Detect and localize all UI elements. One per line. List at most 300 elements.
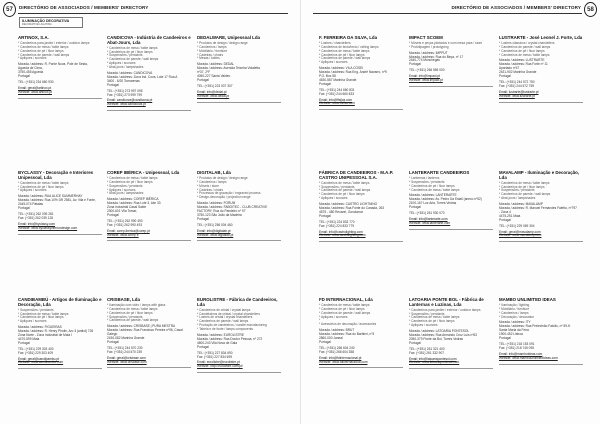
address-block: [18, 326, 102, 346]
entry-divider: [18, 98, 102, 99]
category-item: * Candeeiros de parede / wall lamps: [18, 54, 102, 58]
category-item: * Candeeiros de mesa / table lamps: [18, 182, 102, 186]
phone-line: TEL: (+351) 262 990 493: [107, 218, 143, 223]
phone-block: [197, 224, 281, 228]
address-line: Morada / address: Rua Francisco Pereira nº96, Casal Galego: [107, 328, 183, 337]
running-head: DIRECTÓRIO DE ASSOCIADOS / MEMBERS' DIRECTORY: [19, 5, 149, 10]
directory-entry: [197, 298, 281, 373]
phone-line: TEL: (+351) 244 660 831: [319, 87, 355, 92]
category-item: * Abat-jours / lampshades: [107, 66, 191, 70]
contact-links: [499, 353, 583, 361]
entry-divider: [107, 367, 191, 368]
company-name: CANDICOVA - Indústria de Candeeiros e Abat-Jours, Lda: [107, 35, 191, 45]
category-item: * Produção de candeeiros / candle manufacturing: [197, 324, 281, 328]
address-line: Portugal: [107, 339, 119, 344]
category-item: * Suspensões / pendants: [107, 316, 191, 320]
directory-entry: [499, 36, 583, 102]
contact-link[interactable]: Email: lustrarte@lustrarte.pt: [499, 89, 539, 94]
address-line: P.O. Box 58: [319, 74, 336, 79]
category-item: * Abat-jours / lampshades: [499, 197, 583, 201]
category-list: [499, 42, 583, 58]
category-item: * Lanternas / lanterns: [409, 177, 493, 181]
category-item: * Lustres / chandeliers: [319, 42, 403, 46]
address-line: 3750-455 Agueda: [18, 70, 44, 75]
category-item: * Candeeiros de mesa / table lamps: [18, 313, 102, 317]
entry-divider: [499, 364, 583, 365]
contact-link[interactable]: Email: info@ffsilva.com: [319, 97, 353, 102]
phone-block: [107, 347, 191, 355]
category-item: * Candeeiros de mesa / table lamps: [499, 182, 583, 186]
category-item: * Candeeiros de pé / floor lamps: [107, 51, 191, 55]
category-list: [18, 182, 102, 194]
address-line: Morada / address: Av. Pedro Da Estall (anexo nº52): [409, 197, 482, 202]
entry-divider: [197, 372, 281, 373]
contact-link[interactable]: Email: info@mamboideas.com: [499, 351, 543, 356]
address-line: Portugal: [499, 336, 511, 341]
contact-link[interactable]: Website: www.dedal.pt: [197, 93, 230, 98]
address-line: Morada / address: Rua Lote 3, lote 33: [107, 201, 161, 206]
phone-line: TEL: (+351) 229 303 400: [18, 346, 54, 351]
directory-entry: [107, 171, 191, 241]
contact-links: [107, 357, 191, 365]
address-line: 2430-082 Marinha Grande: [107, 336, 145, 341]
category-item: * Produtos de design / design range: [197, 42, 281, 46]
contact-link[interactable]: Email: info@dedal.pt: [197, 89, 227, 94]
address-block: [197, 63, 281, 83]
address-line: 2100-167 Luz Aria, Torres Vedras: [409, 201, 457, 206]
company-name: MAVALAMP - Iluminação e Decoração, Lda: [499, 170, 580, 180]
category-item: * Apliques / sconces: [18, 57, 102, 61]
category-list: [197, 177, 281, 200]
category-list: [107, 304, 191, 324]
address-block: [409, 52, 493, 68]
running-head: DIRECTÓRIO DE ASSOCIADOS / MEMBERS' DIRECTORY: [451, 5, 581, 10]
category-item: * Candeeiros para jardim / exterior / outdoor lamps: [409, 309, 493, 313]
category-item: * Candeeiros de pé / floor lamps: [319, 193, 403, 197]
category-item: * Cadeiras / chairs: [197, 189, 281, 193]
contact-link[interactable]: Email: info@lanterarte.com: [409, 216, 448, 221]
address-block: [499, 321, 583, 341]
category-item: * Mobiliário / furniture: [499, 308, 583, 312]
address-line: 1900-452 Lisboa: [499, 332, 523, 337]
contact-link[interactable]: Email: info@byclassy.com: [18, 221, 56, 226]
address-line: Portugal: [409, 340, 421, 345]
category-item: * Móveis / store: [197, 185, 281, 189]
contact-link[interactable]: Email: eurolistre@eurolistre.pt: [197, 360, 240, 365]
address-line: Portugal: [319, 81, 331, 86]
address-line: Portugal: [107, 82, 119, 87]
category-item: * Candeeiros de mesa / table lamps: [319, 182, 403, 186]
address-line: 3750-123 São João da Madeira: [197, 212, 242, 217]
category-item: * Candeeiros de pé / floor lamps: [107, 312, 191, 316]
address-block: [107, 72, 191, 88]
entry-divider: [319, 367, 403, 368]
phone-line: TEL: (+351) 261 321 400: [409, 346, 445, 351]
address-line: Morada / address: Rua Prelecinão Falcão, nº 59-H: [499, 324, 571, 329]
address-line: 4475-251 Maia: [499, 213, 521, 218]
category-item: * Candeeiros de pé / floor lamps: [409, 320, 493, 324]
phone-line: Fax: (+351) 244 572 759: [499, 83, 534, 88]
page-number: 57: [3, 2, 16, 17]
category-item: * Candeeiros de mesa / table lamps: [409, 316, 493, 320]
address-line: 4600-243 Vila Nova de Gaia: [197, 340, 237, 345]
directory-entry: [319, 298, 403, 368]
address-block: [319, 67, 403, 87]
phone-block: [18, 213, 102, 221]
address-block: [499, 59, 583, 79]
category-item: * Candeeiros de pé / floor lamps: [107, 181, 191, 185]
directory-entry: [499, 171, 583, 242]
address-line: Morada / address: R. Ponte Nova, Pole de Sesta,: [18, 62, 88, 67]
address-line: 4630-587 Marinha Grande: [319, 77, 357, 82]
address-block: [18, 63, 102, 79]
address-line: Morada / address: FORUM: [197, 201, 236, 206]
category-item: * Suspensões / pendants: [107, 54, 191, 58]
phone-line: Fax: (+351) 218 745 095: [499, 345, 534, 350]
header-rule: [18, 13, 288, 14]
company-name: COREP IBÉRICA - Unipessoal, Lda: [107, 170, 180, 175]
header-rule: [313, 13, 582, 14]
contact-link[interactable]: Website: www.mambounlimitedideas.com: [499, 355, 558, 360]
category-item: * Lustres clássicos / crystal chandeliers: [499, 42, 583, 46]
entry-divider: [319, 109, 403, 110]
contact-link[interactable]: Email: geral@candibambu.pt: [18, 356, 59, 361]
contact-links: [107, 99, 191, 107]
contact-link[interactable]: Email: info@impact.pt: [409, 74, 441, 79]
entry-divider: [107, 240, 191, 241]
phone-line: TEL: (+351) 256 004 460: [197, 222, 233, 227]
address-line: Zona Norte - Zona Industrial de Maia I: [18, 333, 72, 338]
directory-entry: [107, 36, 191, 111]
category-list: [319, 182, 403, 202]
address-line: Morada / address: Rua Doutor Pessoa, nº 272: [197, 336, 263, 341]
address-line: Morada / address: RUA ALICE SUMMERHAY: [18, 194, 83, 199]
address-block: [319, 203, 403, 219]
category-item: * Candeeiros de mesa / table lamps: [319, 50, 403, 54]
category-item: * Apliques / sconces: [319, 316, 403, 320]
phone-block: [409, 69, 493, 73]
address-line: Apartado nº47: [499, 66, 520, 71]
category-item: * Abat-jours / lampshades: [107, 192, 191, 196]
address-line: 3400 - 6/20 Tomarenas: [107, 78, 140, 83]
category-list: [197, 42, 281, 62]
category-item: * Mesas / tables: [197, 57, 281, 61]
contact-link[interactable]: Website: www.crisbase.com: [107, 359, 147, 364]
category-item: * Candeeiros de parede / wall lamps: [319, 312, 403, 316]
company-name: F. FERREIRA DA SILVA, Lda: [319, 35, 378, 40]
address-line: Morada / address: Rua Fonte do Canadá, 263: [319, 206, 385, 211]
contact-link[interactable]: Website: www.latoariapontesol.com: [409, 360, 460, 365]
phone-line: Fax: (+351) 224 833 779: [319, 223, 354, 228]
company-name: FD INTERNACIONAL, Lda: [319, 297, 373, 302]
category-item: * Mobiliário / furniture: [197, 50, 281, 54]
phone-line: TEL: (+351) 266 604 240: [319, 345, 355, 350]
address-line: Portugal: [107, 212, 119, 217]
category-item: * Candeeiros / lamps: [197, 46, 281, 50]
address-line: Morada / address: CANDICOVA: [107, 71, 153, 76]
contact-link[interactable]: Website: www.artinox.pt: [18, 89, 52, 94]
category-item: * Apliques / sconces: [107, 62, 191, 66]
phone-line: TEL: (+351) 266 555 000: [409, 68, 445, 73]
address-block: [409, 330, 493, 346]
address-line: Agueda de Cima,: [18, 66, 43, 71]
contact-link[interactable]: Website: http://eurolistre.com/pt/: [197, 364, 243, 369]
address-line: Portugal: [18, 74, 30, 79]
address-line: Portugal: [197, 77, 209, 82]
category-item: * Suspensões / pendants: [409, 313, 493, 317]
address-line: Portugal: [197, 344, 209, 349]
category-item: * Candeeiros / lamps: [197, 181, 281, 185]
contact-link[interactable]: Website: www.digitalab.pt: [197, 232, 234, 237]
category-item: * Design-decoração / projection range: [197, 196, 281, 200]
phone-line: TEL: (+351) 261 930 070: [409, 211, 445, 216]
phone-line: Fax: (+351) 266 604 358: [319, 349, 354, 354]
phone-block: [18, 348, 102, 356]
category-item: * Protótipagem / prototyping: [409, 46, 493, 50]
phone-block: [18, 81, 102, 85]
contact-link[interactable]: Website: www.candicova.pt: [107, 102, 146, 107]
address-line: Morada / address: CASTRO LIGHTNING: [319, 202, 378, 207]
contact-link[interactable]: Email: geral@crisbase.com: [107, 355, 146, 360]
address-line: FACTORY, Rua do Pandeiro nº 97: [197, 209, 246, 214]
address-line: Morada / address: R. Manuel Fernandes Faletto, nº797: [499, 206, 577, 211]
directory-entry: [197, 171, 281, 241]
contact-link[interactable]: Website: www.lanterarte.com: [409, 220, 451, 225]
contact-link[interactable]: Email: geral@artinox.pt: [18, 85, 52, 90]
phone-line: Fax: (+351) 244 660 833: [319, 91, 354, 96]
company-name: CANDIBAMBÚ - Artigos de Iluminação e Decoração, Lda: [18, 297, 102, 307]
category-item: * Candeeiros de pé / floor lamps: [18, 316, 102, 320]
category-item: * Tabela e de fonte / lamps components: [197, 328, 281, 332]
category-item: * Candeeiros de tecto/tecto / ceiling lamps: [319, 46, 403, 50]
contact-links: [197, 361, 281, 369]
phone-block: [319, 221, 403, 229]
company-name: CRISBASE, Lda: [107, 297, 140, 302]
category-item: * Candeeiros de parede / wall lamps: [107, 319, 191, 323]
category-item: * Iluminação / lighting: [499, 304, 583, 308]
contact-links: [499, 91, 583, 99]
category-item: * Candeeiros de parede / wall lamps: [499, 193, 583, 197]
contact-link[interactable]: Website: www.castrolighting.com: [319, 233, 366, 238]
category-item: * Apliques / sconces: [409, 324, 493, 328]
directory-entry: [18, 171, 102, 234]
page-number: 58: [584, 2, 597, 17]
contact-link[interactable]: Website: www.candibambu.com: [18, 360, 64, 365]
directory-entry: [18, 298, 102, 369]
directory-entry: [409, 298, 493, 369]
phone-block: [409, 212, 493, 216]
category-item: * Candeeiros de pé / floor lamps: [319, 54, 403, 58]
company-name: IMPACT SCOEM: [409, 35, 443, 40]
category-item: * Candeeiros de pé / floor lamps: [18, 50, 102, 54]
address-line: Portugal: [197, 216, 209, 221]
address-line: Portugal: [499, 74, 511, 79]
address-line: Morada / address: DEDAL: [197, 62, 235, 67]
directory-entry: [319, 36, 403, 110]
contact-links: [107, 230, 191, 238]
contact-link[interactable]: Email: candicova@candicova.pt: [107, 98, 153, 103]
phone-line: Fax: (+351) 244 570 239: [107, 349, 142, 354]
address-line: 4050-227 Santa Valdeo: [197, 74, 231, 79]
category-item: * Apliques / sconces: [107, 189, 191, 193]
phone-line: TEL: (+351) 244 570 230: [107, 345, 143, 350]
address-line: Morada / address: Rua 10% DR 2581, Av. Vila e Fonte,: [18, 198, 96, 203]
contact-link[interactable]: Website: www.fdinternacional.com: [319, 359, 368, 364]
address-line: Morada / address: MAVALAMP: [499, 202, 543, 207]
phone-line: Fax: (+351) 262 990 493: [107, 222, 142, 227]
contact-link[interactable]: Website: www.ffsilva.com: [319, 101, 355, 106]
address-line: Portugal: [18, 340, 30, 345]
address-line: Morada / address: Rua do Beça, nº 17: [409, 54, 464, 59]
category-item: * Candeeiros de parede / wall lamps: [107, 58, 191, 62]
category-item: * Candeeiros de mesa / table lamps: [107, 177, 191, 181]
address-line: Morada / address: EUROLISTRE: [197, 333, 244, 338]
phone-line: TEL: (+351) 227 834 690: [197, 350, 233, 355]
right-page: [300, 0, 600, 424]
contact-links: [319, 357, 403, 365]
contact-link[interactable]: Email: info@digitalab.pt: [197, 228, 231, 233]
entry-divider: [18, 234, 102, 235]
entry-divider: [499, 102, 583, 103]
company-name: DEDALWARE, Unipessoal Lda: [197, 35, 260, 40]
company-name: LUSTRARTE - José Leonel J. Forte, Lda: [499, 35, 583, 40]
company-name: ARTINOX, S.A.: [18, 35, 49, 40]
contact-link[interactable]: Website: www.impact.pt: [409, 78, 443, 83]
phone-line: Fax: (+351) 229 303 409: [18, 350, 53, 355]
phone-line: Fax: (+351) 261 332 907: [409, 350, 444, 355]
entry-divider: [409, 368, 493, 369]
contact-links: [18, 358, 102, 366]
phone-block: [499, 343, 583, 351]
address-line: Morada / address: COREP IBÉRICA: [107, 197, 159, 202]
contact-link[interactable]: Website: www.lustrarte.pt: [499, 93, 535, 98]
address-line: Portugal: [319, 213, 331, 218]
address-line: 2431-902 Marinha Grande: [499, 70, 537, 75]
contact-link[interactable]: Email: corep.iberica@corep.pt: [107, 228, 150, 233]
address-line: Morada / address: Zona Ind. Cova, Lote 17 Rua A: [107, 74, 178, 79]
entry-divider: [197, 102, 281, 103]
phone-block: [409, 348, 493, 356]
address-line: Morada / address: VILA COSEI: [319, 66, 364, 71]
address-line: Portugal: [409, 62, 421, 67]
address-line: 4575 - 480 Recarei, Gondomar: [319, 209, 363, 214]
contact-link[interactable]: Website: www.byclassyinteriordesign.com: [18, 225, 78, 230]
contact-links: [319, 99, 403, 107]
category-item: * Candeeiros de pé / floor lamps: [409, 185, 493, 189]
phone-line: Fax: (+351) 262 039 128: [18, 215, 53, 220]
address-block: [409, 194, 493, 210]
entry-divider: [409, 229, 493, 230]
address-line: Portugal: [319, 339, 331, 344]
directory-entry: [107, 298, 191, 368]
address-block: [107, 325, 191, 345]
category-item: * Candeeiros de mesa / table lamps: [409, 189, 493, 193]
contact-link[interactable]: Website: www.mavalamp.com: [499, 233, 542, 238]
phone-line: TEL: (+351) 229 069 304: [499, 223, 535, 228]
category-item: * Candeeiros de parede / wall lamps: [197, 320, 281, 324]
address-line: Morada / address: FIGUEIRAS: [18, 325, 62, 330]
address-block: [197, 334, 281, 350]
category-list: [409, 177, 493, 193]
address-line: Portugal: [18, 206, 30, 211]
directory-entry: [499, 298, 583, 364]
category-item: * Candeeiros de parede / wall lamps: [319, 57, 403, 61]
address-line: Morada / address: LANTERARTE: [409, 193, 457, 198]
category-item: * Apliques / sconces: [18, 320, 102, 324]
contact-link[interactable]: Email: geral@mavalamp.com: [499, 229, 541, 234]
address-line: Morada / address: LUSTRARTE: [499, 58, 545, 63]
address-line: 2050-379 Ponte da Bol, Torres Vedras: [409, 336, 463, 341]
category-list: [319, 42, 403, 65]
category-item: * Suspensões / pendants: [409, 181, 493, 185]
contact-link[interactable]: Email: info@latoariapontesol.com: [409, 356, 457, 361]
category-item: * Cadeiras / chairs: [197, 54, 281, 58]
contact-links: [409, 358, 493, 366]
address-line: Morada / address: Rua Armando Cruz Luís nº63: [409, 333, 477, 338]
entry-divider: [107, 110, 191, 111]
entry-divider: [499, 241, 583, 242]
address-line: nº37, 2ºF: [197, 70, 211, 75]
directory-entry: [409, 36, 493, 87]
directory-entry: [18, 36, 102, 98]
phone-block: [107, 220, 191, 228]
category-item: * Suspensões / pendants: [499, 189, 583, 193]
address-line: 4470-599 Maia: [18, 336, 40, 341]
phone-block: [107, 90, 191, 98]
category-list: [499, 304, 583, 320]
address-block: [197, 202, 281, 222]
address-line: Zona Industrial Casal Sabie: [107, 205, 147, 210]
category-list: [319, 304, 403, 327]
category-item: * Candeeiros / lamps: [499, 312, 583, 316]
legend-subtitle: DECORATIVE LIGHTING: [22, 23, 52, 26]
address-line: - Zona 4: [499, 209, 511, 214]
category-item: * Candeeiros de parede / wall lamps: [319, 189, 403, 193]
directory-entry: [197, 36, 281, 102]
address-block: [18, 195, 102, 211]
phone-line: TEL: (+351) 273 997 095: [107, 88, 143, 93]
contact-links: [319, 231, 403, 239]
category-list: [18, 309, 102, 325]
category-item: * Lustres de cristal / crystal chandeliers: [197, 316, 281, 320]
phone-line: TEL: (+351) 234 660 930: [18, 79, 54, 84]
company-name: EUROLISTRE - Fábrica de Candeeiros, Lda: [197, 297, 278, 307]
address-block: [499, 203, 583, 223]
company-name: LATOARIA PONTE BOL - Fábrica de Lanternas e Luzinas, Lda: [409, 297, 484, 307]
category-item: * Móveis e peças pilotados e com mesa para / store: [409, 42, 493, 46]
company-name: MAMBO UNLIMITED IDEAS: [499, 297, 556, 302]
contact-link[interactable]: Email: info@castrolighting.com: [319, 229, 363, 234]
address-line: Morada / address: Avenida Teixeira Vidaletta: [197, 66, 260, 71]
category-item: * Decoração / decoration: [499, 316, 583, 320]
address-line: 2860-000 Janeal: [319, 336, 343, 341]
category-item: * Processos de gravação / engraved process: [197, 192, 281, 196]
phone-block: [499, 225, 583, 229]
category-item: * Candeeiros de mesa / table lamps: [499, 54, 583, 58]
phone-block: [197, 85, 281, 89]
contact-link[interactable]: Email: info@fdinternacional.pt: [319, 355, 362, 360]
entry-divider: [197, 240, 281, 241]
category-item: * Candeeiros de pé / floor lamps: [18, 186, 102, 190]
category-list: [18, 42, 102, 62]
address-line: Morada / address: CRISBASE | PURA MESTRA: [107, 324, 176, 329]
contact-link[interactable]: Website: www.corep.fr: [107, 232, 139, 237]
category-item: * Candeeiros de mesa / table lamps: [107, 308, 191, 312]
address-line: Portugal: [409, 205, 421, 210]
phone-block: [499, 81, 583, 89]
company-name: BYCLASSY - Decoração e Interiores Unipessoal, Lda: [18, 170, 94, 180]
category-item: * Candeeiros de pé / floor lamps: [499, 50, 583, 54]
